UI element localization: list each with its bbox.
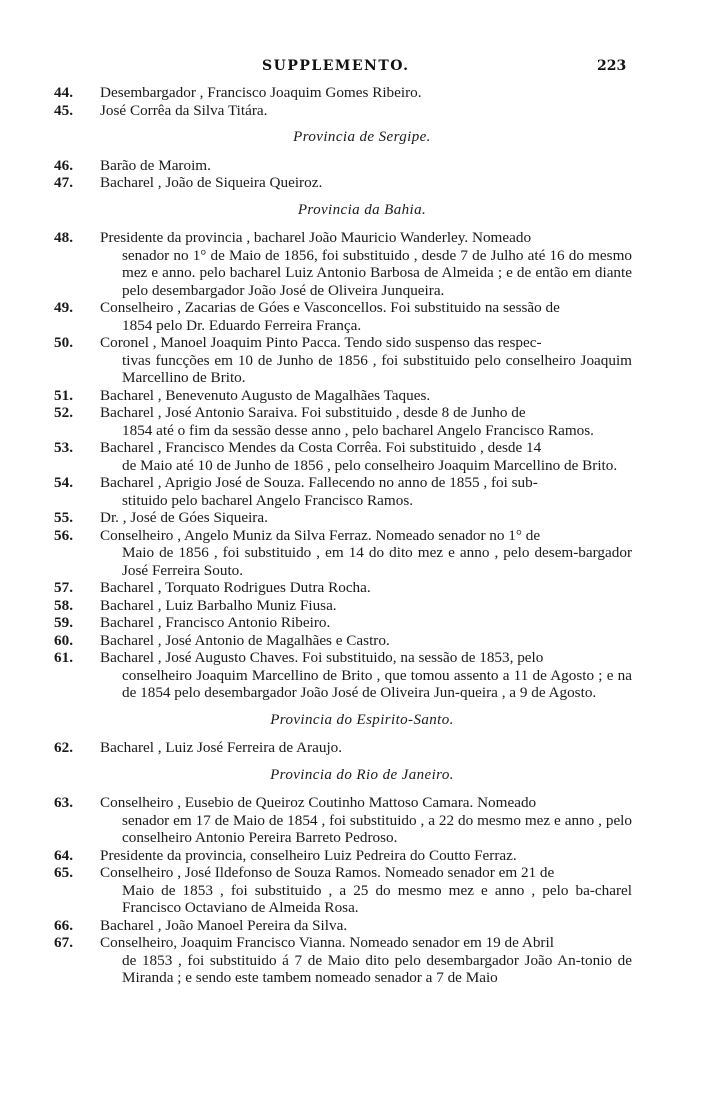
list-entry [54, 794, 632, 847]
entry-number: 64. [54, 846, 73, 864]
entry-number: 44. [54, 84, 73, 101]
entry-text: Bacharel , Aprigio José de Souza. Fallecendo no anno de 1855 , foi sub- [100, 474, 538, 491]
section-heading: Provincia de Sergipe. [293, 129, 431, 145]
entry-text: Presidente da provincia , bacharel João Mauricio Wanderley. Nomeado [100, 229, 532, 246]
entry-continuation: de 1853 , foi substituido á 7 de Maio dito pelo desembargador João An-tonio de Miranda ; e sendo este tambem nomeado senador a 7 de Maio [122, 951, 632, 986]
entry-continuation: Maio de 1856 , foi substituido , em 14 do dito mez e anno , pelo desem-bargador José Ferreira Souto. [122, 544, 632, 579]
section-heading: Provincia do Espirito-Santo. [270, 711, 454, 728]
entry-number: 66. [54, 916, 73, 934]
entry-number: 48. [54, 229, 73, 246]
list-entry [54, 439, 632, 474]
entry-text: Bacharel , Benevenuto Augusto de Magalhães Taques. [100, 386, 431, 404]
entry-text: Coronel , Manoel Joaquim Pinto Pacca. Tendo sido suspenso das respec- [100, 334, 542, 351]
entry-continuation: 1854 pelo Dr. Eduardo Ferreira França. [122, 316, 362, 334]
entry-text: Presidente da provincia, conselheiro Luiz Pedreira do Coutto Ferraz. [100, 846, 517, 864]
entry-continuation: de Maio até 10 de Junho de 1856 , pelo conselheiro Joaquim Marcellino de Brito. [122, 456, 618, 474]
list-entry [54, 509, 632, 527]
running-title: SUPPLEMENTO. [262, 58, 410, 74]
entry-text: Dr. , José de Góes Siqueira. [100, 509, 268, 526]
list-entry [54, 934, 632, 987]
entry-continuation: senador em 17 de Maio de 1854 , foi substituido , a 22 do mesmo mez e anno , pelo conselheiro Antonio Pereira Barreto Pedroso. [122, 811, 632, 846]
list-entry [54, 526, 632, 580]
entry-number: 62. [54, 739, 73, 756]
section-heading: Provincia da Bahia. [297, 201, 427, 218]
entry-text: Conselheiro , José Ildefonso de Souza Ramos. Nomeado senador em 21 de [100, 864, 555, 881]
entry-text: Barão de Maroim. [100, 156, 211, 174]
list-entry [54, 404, 632, 439]
list-entry [54, 101, 632, 120]
entry-continuation: 1854 até o fim da sessão desse anno , pelo bacharel Angelo Francisco Ramos. [122, 421, 594, 439]
section [54, 84, 632, 119]
section-heading: Provincia do Rio de Janeiro. [270, 766, 454, 783]
entry-continuation: tivas funcções em 10 de Junho de 1856 , foi substituido pelo conselheiro Joaquim Marcellino de Brito. [122, 351, 632, 386]
entry-text: Conselheiro , Zacarias de Góes e Vasconcellos. Foi substituido na sessão de [100, 299, 560, 316]
entry-number: 63. [54, 794, 73, 811]
entry-number: 59. [54, 614, 73, 631]
list-entry [54, 579, 632, 597]
list-entry [54, 334, 632, 387]
entry-number: 58. [54, 596, 73, 614]
entry-number: 54. [54, 474, 73, 491]
page-number: 223 [597, 58, 627, 74]
list-entry [54, 631, 632, 650]
entry-text: Bacharel , Luiz José Ferreira de Araujo. [100, 739, 343, 756]
entry-text: Bacharel , João Manoel Pereira da Silva. [100, 916, 348, 934]
entry-text: Bacharel , José Augusto Chaves. Foi substituido, na sessão de 1853, pelo [100, 649, 544, 666]
entry-continuation: Maio de 1853 , foi substituido , a 25 do mesmo mez e anno , pelo ba-charel Francisco Octaviano de Almeida Rosa. [122, 881, 632, 916]
entry-text: Conselheiro, Joaquim Francisco Vianna. Nomeado senador em 19 de Abril [100, 934, 554, 951]
entry-text: Desembargador , Francisco Joaquim Gomes Ribeiro. [100, 84, 422, 101]
entry-text: Bacharel , Luiz Barbalho Muniz Fiusa. [100, 596, 337, 614]
list-entry [54, 649, 632, 702]
section [54, 711, 632, 757]
entry-text: José Corrêa da Silva Titára. [100, 101, 268, 119]
list-entry [54, 174, 632, 192]
entry-text: Bacharel , José Antonio de Magalhães e Castro. [100, 631, 390, 649]
list-entry [54, 84, 632, 102]
section [54, 766, 632, 987]
entry-number: 53. [54, 439, 73, 456]
entry-text: Conselheiro , Eusebio de Queiroz Coutinho Mattoso Camara. Nomeado [100, 794, 537, 811]
entry-text: Bacharel , José Antonio Saraiva. Foi substituido , desde 8 de Junho de [100, 404, 526, 421]
list-entry [54, 739, 632, 757]
entry-number: 61. [54, 649, 73, 666]
list-entry [54, 614, 632, 632]
entry-number: 56. [54, 526, 73, 544]
entry-number: 47. [54, 174, 73, 191]
list-entry [54, 916, 632, 935]
entry-number: 50. [54, 334, 73, 351]
entry-number: 49. [54, 299, 73, 316]
list-entry [54, 596, 632, 615]
entry-text: Bacharel , Torquato Rodrigues Dutra Rocha. [100, 579, 371, 596]
section [54, 201, 632, 702]
document-body [54, 84, 632, 987]
list-entry [54, 864, 632, 917]
entry-text: Conselheiro , Angelo Muniz da Silva Ferraz. Nomeado senador no 1° de [100, 526, 541, 544]
list-entry [54, 229, 632, 299]
list-entry [54, 156, 632, 175]
entry-text: Bacharel , Francisco Mendes da Costa Corrêa. Foi substituido , desde 14 [100, 439, 542, 456]
entry-number: 45. [54, 101, 73, 119]
entry-number: 55. [54, 509, 73, 526]
entry-number: 52. [54, 404, 73, 421]
entry-number: 51. [54, 386, 73, 404]
entry-text: Bacharel , João de Siqueira Queiroz. [100, 174, 323, 191]
entry-number: 46. [54, 156, 73, 174]
list-entry [54, 846, 632, 865]
entry-continuation: senador no 1° de Maio de 1856, foi substituido , desde 7 de Julho até 16 do mesmo mez e anno. pelo bacharel Luiz Antonio Barbosa de Almeida ; e de então em diante pelo desembargador João José de Oliveira Junqueira. [122, 246, 632, 299]
section [54, 129, 632, 192]
entry-continuation: stituido pelo bacharel Angelo Francisco Ramos. [122, 491, 414, 509]
entry-text: Bacharel , Francisco Antonio Ribeiro. [100, 614, 331, 631]
running-head [0, 58, 704, 78]
list-entry [54, 299, 632, 334]
list-entry [54, 386, 632, 405]
entry-continuation: conselheiro Joaquim Marcellino de Brito , que tomou assento a 11 de Agosto ; e na de 1854 pelo desembargador João José de Oliveira Jun-queira , a 9 de Agosto. [122, 666, 632, 701]
list-entry [54, 474, 632, 509]
entry-number: 67. [54, 934, 73, 951]
entry-number: 57. [54, 579, 73, 596]
entry-number: 65. [54, 864, 73, 881]
entry-number: 60. [54, 631, 73, 649]
